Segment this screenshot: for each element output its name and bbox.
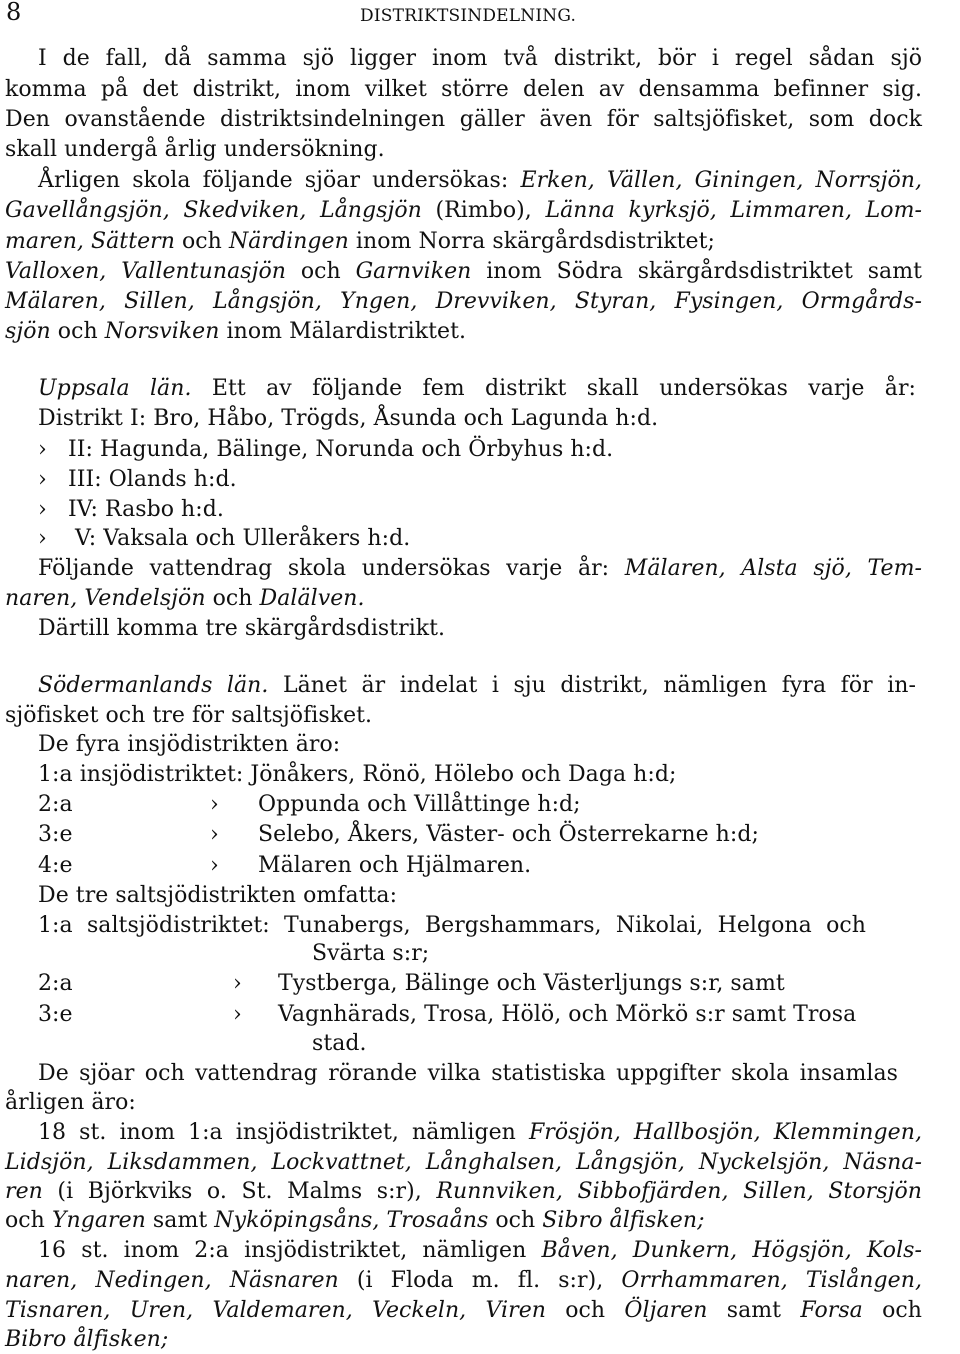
text-run: 18 st. inom 1:a insjödistriktet, nämligen xyxy=(38,1120,529,1145)
text-line xyxy=(38,615,445,643)
page-number: 8 xyxy=(6,0,22,26)
text-line xyxy=(38,1237,922,1265)
text-line xyxy=(5,106,922,134)
italic-run: Mälaren, Alsta sjö, Tem- xyxy=(624,556,922,581)
italic-run: Nyköpingsåns, Trosaåns xyxy=(214,1208,489,1233)
text-line xyxy=(5,288,922,316)
text-line xyxy=(233,1001,242,1029)
text-run: Tystberga, Bälinge och Västerljungs s:r, samt xyxy=(278,971,785,996)
italic-run: Yngaren xyxy=(51,1208,146,1233)
text-line xyxy=(38,1060,898,1088)
text-line xyxy=(5,1149,922,1177)
italic-run: Båven, Dunkern, Högsjön, Kols- xyxy=(541,1238,922,1263)
text-line xyxy=(38,731,340,759)
text-run: inom Södra skärgårdsdistriktet samt xyxy=(471,259,923,284)
text-run: Därtill komma tre skärgårdsdistrikt. xyxy=(38,616,446,641)
text-run: 3:e xyxy=(38,1002,73,1027)
italic-run: Mälaren, Sillen, Långsjön, Yngen, Drevviken, Styran, Fysingen, Ormgårds- xyxy=(5,289,922,314)
text-run: 4:e xyxy=(38,853,73,878)
text-run: Följande vattendrag skola undersökas varje år: xyxy=(38,556,625,581)
text-line xyxy=(38,821,73,849)
text-line xyxy=(5,318,466,346)
italic-run: Södermanlands län. xyxy=(38,673,269,698)
text-run: och xyxy=(50,319,105,344)
text-run: (i Björkviks o. St. Malms s:r), xyxy=(42,1179,437,1204)
text-run: och xyxy=(174,229,229,254)
text-line xyxy=(38,970,73,998)
text-line xyxy=(38,375,916,403)
text-line xyxy=(5,136,385,164)
text-run: Ett av följande fem distrikt skall undersökas varje år: xyxy=(191,376,916,401)
text-line xyxy=(5,1089,136,1117)
text-run: och xyxy=(488,1208,543,1233)
text-line xyxy=(278,970,785,998)
text-run: (i Floda m. fl. s:r), xyxy=(338,1268,622,1293)
text-line xyxy=(278,1001,856,1029)
italic-run: ren xyxy=(5,1179,43,1204)
italic-run: Uppsala län. xyxy=(38,376,192,401)
italic-run: naren, Nedingen, Näsnaren xyxy=(5,1268,339,1293)
text-line xyxy=(38,555,922,583)
text-line xyxy=(5,197,922,225)
text-line xyxy=(38,1119,922,1147)
text-run: Länet är indelat i sju distrikt, nämligen fyra för in- xyxy=(268,673,916,698)
text-line xyxy=(258,852,531,880)
text-line xyxy=(258,821,759,849)
italic-run: maren, Sättern xyxy=(5,229,175,254)
text-line xyxy=(38,791,73,819)
italic-run: Dalälven. xyxy=(259,586,365,611)
italic-run: Tisnaren, Uren, Valdemaren, Veckeln, Viren xyxy=(5,1298,546,1323)
italic-run: Erken, Vällen, Giningen, Norrsjön, xyxy=(520,168,922,193)
italic-run: Sibro ålfisken; xyxy=(542,1208,705,1233)
text-run: och xyxy=(285,259,356,284)
text-run: stad. xyxy=(312,1031,367,1056)
italic-run: Garnviken xyxy=(355,259,472,284)
italic-run: Närdingen xyxy=(228,229,349,254)
text-line xyxy=(38,852,73,880)
italic-run: Gavellångsjön, Skedviken, Långsjön xyxy=(5,198,422,223)
text-line xyxy=(38,672,916,700)
text-run: Selebo, Åkers, Väster- och Österrekarne h:d; xyxy=(258,822,759,847)
text-line xyxy=(5,585,365,613)
text-line xyxy=(312,1030,367,1058)
text-run: och xyxy=(546,1298,625,1323)
text-line xyxy=(38,1001,73,1029)
text-run: sjöfisket och tre för saltsjöfisket. xyxy=(5,703,373,728)
text-run: årligen äro: xyxy=(5,1090,136,1115)
text-line xyxy=(38,466,237,494)
text-run: Mälaren och Hjälmaren. xyxy=(258,853,532,878)
text-run: › II: Hagunda, Bälinge, Norunda och Örbyhus h:d. xyxy=(38,437,614,462)
text-run: › V: Vaksala och Ulleråkers h:d. xyxy=(38,526,411,551)
text-run: och xyxy=(5,1208,52,1233)
text-run: Den ovanstående distriktsindelningen gäller även för saltsjöfisket, som dock xyxy=(5,107,922,132)
text-run: och xyxy=(862,1298,922,1323)
text-line xyxy=(5,1297,922,1325)
text-line xyxy=(258,791,581,819)
text-line xyxy=(210,791,219,819)
text-run: Distrikt I: Bro, Håbo, Trögds, Åsunda och Lagunda h:d. xyxy=(38,406,659,431)
italic-run: Frösjön, Hallbosjön, Klemmingen, xyxy=(528,1120,922,1145)
italic-run: sjön xyxy=(5,319,51,344)
text-line xyxy=(312,940,429,968)
text-run: 3:e xyxy=(38,822,73,847)
text-run: De sjöar och vattendrag rörande vilka statistiska uppgifter skola insamlas xyxy=(38,1061,898,1086)
text-run: De fyra insjödistrikten äro: xyxy=(38,732,341,757)
text-run: samt xyxy=(145,1208,215,1233)
text-run: och xyxy=(205,586,260,611)
text-line xyxy=(38,525,410,553)
italic-run: Orrhammaren, Tislången, xyxy=(621,1268,922,1293)
text-line xyxy=(38,436,613,464)
text-line xyxy=(38,45,922,73)
text-line xyxy=(5,258,922,286)
text-line xyxy=(5,228,715,256)
running-title: DISTRIKTSINDELNING. xyxy=(360,6,577,26)
text-line xyxy=(38,761,676,789)
italic-run: Runnviken, Sibbofjärden, Sillen, Storsjön xyxy=(436,1179,922,1204)
italic-run: Bibro ålfisken; xyxy=(5,1327,169,1352)
text-run: 2:a xyxy=(38,971,73,996)
italic-run: Länna kyrksjö, Limmaren, Lom- xyxy=(545,198,922,223)
text-run: (Rimbo), xyxy=(421,198,546,223)
text-run: › xyxy=(233,971,242,996)
text-run: Årligen skola följande sjöar undersökas: xyxy=(38,168,521,193)
text-line xyxy=(38,882,397,910)
text-run: 2:a xyxy=(38,792,73,817)
italic-run: Öljaren xyxy=(624,1298,708,1323)
text-run: › xyxy=(210,853,219,878)
text-run: 1:a saltsjödistriktet: Tunabergs, Bergshammars, Nikolai, Helgona och xyxy=(38,913,866,938)
text-line xyxy=(233,970,242,998)
text-line xyxy=(5,1267,922,1295)
text-run: I de fall, då samma sjö ligger inom två distrikt, bör i regel sådan sjö xyxy=(38,46,922,71)
text-line xyxy=(5,1178,922,1206)
text-run: › xyxy=(210,792,219,817)
text-line xyxy=(38,912,866,940)
italic-run: Lidsjön, Liksdammen, Lockvattnet, Långhalsen, Långsjön, Nyckelsjön, Näsna- xyxy=(5,1150,922,1175)
text-run: Oppunda och Villåttinge h:d; xyxy=(258,792,581,817)
text-run: 16 st. inom 2:a insjödistriktet, nämligen xyxy=(38,1238,542,1263)
text-run: › III: Olands h:d. xyxy=(38,467,237,492)
text-run: inom Norra skärgårdsdistriktet; xyxy=(348,229,715,254)
text-run: skall undergå årlig undersökning. xyxy=(5,137,385,162)
text-run: › xyxy=(233,1002,242,1027)
italic-run: Norsviken xyxy=(104,319,220,344)
text-run: › IV: Rasbo h:d. xyxy=(38,497,224,522)
text-run: Svärta s:r; xyxy=(312,941,430,966)
text-line xyxy=(5,1207,705,1235)
text-line xyxy=(210,821,219,849)
text-run: inom Mälardistriktet. xyxy=(219,319,467,344)
text-line xyxy=(38,167,922,195)
text-run: komma på det distrikt, inom vilket större delen av densamma befinner sig. xyxy=(5,77,922,102)
text-run: › xyxy=(210,822,219,847)
text-run: 1:a insjödistriktet: Jönåkers, Rönö, Hölebo och Daga h:d; xyxy=(38,762,677,787)
text-line xyxy=(210,852,219,880)
text-run: samt xyxy=(707,1298,801,1323)
text-run: De tre saltsjödistrikten omfatta: xyxy=(38,883,398,908)
text-line xyxy=(5,76,922,104)
text-line xyxy=(5,702,372,730)
italic-run: Forsa xyxy=(800,1298,863,1323)
text-line xyxy=(38,496,224,524)
text-line xyxy=(38,405,658,433)
italic-run: Valloxen, Vallentunasjön xyxy=(5,259,286,284)
text-run: Vagnhärads, Trosa, Hölö, och Mörkö s:r samt Trosa xyxy=(278,1002,857,1027)
italic-run: naren, Vendelsjön xyxy=(5,586,206,611)
